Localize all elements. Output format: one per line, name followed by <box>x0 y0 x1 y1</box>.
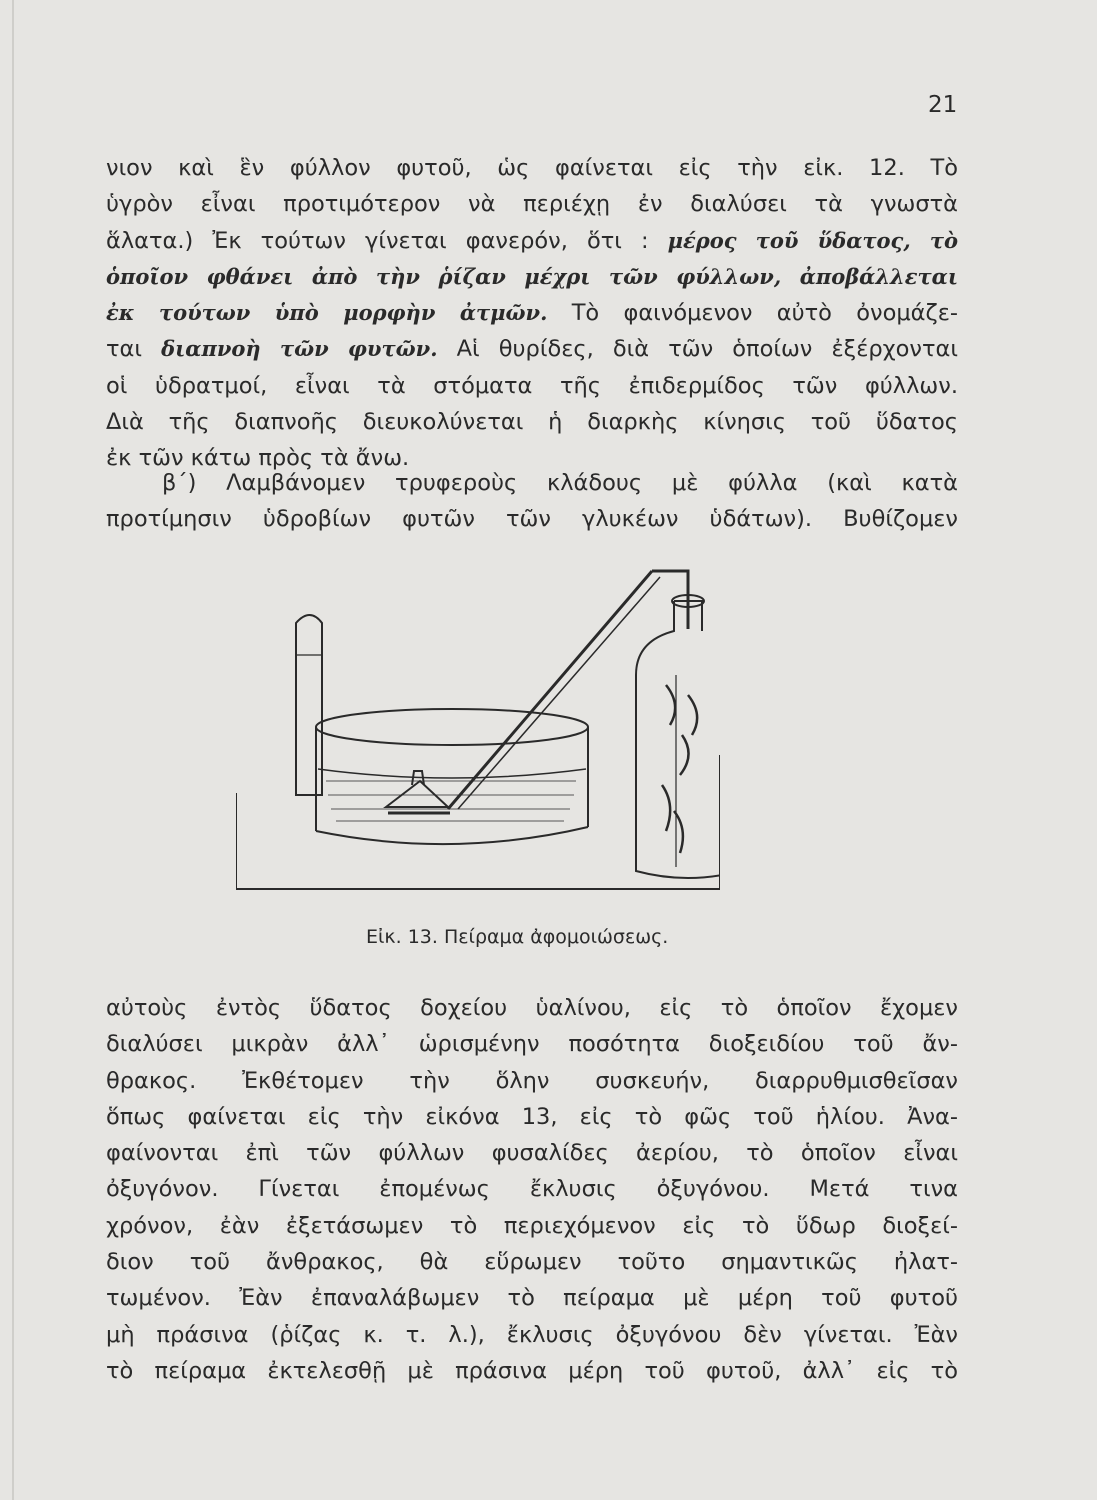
dish-rim <box>316 709 588 745</box>
delivery-tube-edge <box>458 577 660 809</box>
text-line <box>106 295 958 331</box>
emphasis-text: διαπνοὴ τῶν φυτῶν. <box>161 336 438 362</box>
text-line: ἐκ τῶν κάτω πρὸς τὰ ἄνω. <box>106 445 410 472</box>
plant-leaves <box>662 685 697 853</box>
emphasis-text: ἐκ τούτων ὑπὸ μορφὴν ἀτμῶν. <box>106 300 548 326</box>
text-line <box>106 223 958 259</box>
paragraph-3 <box>106 990 958 1389</box>
text-line: ὑγρὸν εἶναι προτιμότερον νὰ περιέχῃ ἐν διαλύσει τὰ γνωστὰ <box>106 191 958 218</box>
funnel <box>386 781 448 807</box>
text-line: θρακος. Ἐκθέτομεν τὴν ὅλην συσκευήν, διαρρυθμισθεῖσαν <box>106 1067 958 1094</box>
page-edge <box>12 0 14 1500</box>
water-surface <box>318 769 586 778</box>
text-line: τὸ πείραμα ἐκτελεσθῇ μὲ πράσινα μέρη τοῦ φυτοῦ, ἀλλ᾽ εἰς τὸ <box>106 1357 958 1384</box>
text-line <box>106 331 958 367</box>
emphasis-text: ὁποῖον φθάνει ἀπὸ τὴν ῥίζαν μέχρι τῶν φύλλων, ἀποβάλλεται <box>106 263 958 289</box>
text-line: φαίνονται ἐπὶ τῶν φύλλων φυσαλίδες ἀερίου, τὸ ὁποῖον εἶναι <box>106 1140 958 1167</box>
text-line: νιον καὶ ἓν φύλλον φυτοῦ, ὡς φαίνεται εἰς τὴν εἰκ. 12. Τὸ <box>106 155 958 181</box>
text-line: αὐτοὺς ἐντὸς ὕδατος δοχείου ὑαλίνου, εἰς τὸ ὁποῖον ἔχομεν <box>106 995 958 1021</box>
figure-caption: Εἰκ. 13. Πείραμα ἀφομοιώσεως. <box>366 926 669 948</box>
text-line: χρόνον, ἐὰν ἐξετάσωμεν τὸ περιεχόμενον εἰς τὸ ὕδωρ διοξεί- <box>106 1212 958 1239</box>
text-line: ὀξυγόνον. Γίνεται ἐπομένως ἔκλυσις ὀξυγόνου. Μετά τινα <box>106 1176 958 1203</box>
text-span: ται <box>106 336 142 363</box>
text-line: β΄) Λαμβάνομεν τρυφεροὺς κλάδους μὲ φύλλα (καὶ κατὰ <box>162 470 958 496</box>
page-number: 21 <box>928 92 958 118</box>
paragraph-2 <box>106 465 958 538</box>
text-line <box>106 259 958 295</box>
test-tube <box>296 615 322 795</box>
text-span: ἅλατα.) Ἐκ τούτων γίνεται φανερόν, ὅτι : <box>106 227 649 254</box>
text-line: προτίμησιν ὑδροβίων φυτῶν τῶν γλυκέων ὑδάτων). Βυθίζομεν <box>106 506 958 533</box>
dish-bottom <box>316 827 588 844</box>
text-line: οἱ ὑδρατμοί, εἶναι τὰ στόματα τῆς ἐπιδερμίδος τῶν φύλλων. <box>106 372 958 399</box>
text-span: Τὸ φαινόμενον αὐτὸ ὀνομάζε- <box>571 300 958 327</box>
text-line: μὴ πράσινα (ῥίζας κ. τ. λ.), ἔκλυσις ὀξυγόνου δὲν γίνεται. Ἐὰν <box>106 1321 958 1348</box>
paragraph-1 <box>106 150 958 477</box>
text-line: Διὰ τῆς διαπνοῆς διευκολύνεται ἡ διαρκὴς κίνησις τοῦ ὕδατος <box>106 409 958 436</box>
text-line: τωμένον. Ἐὰν ἐπαναλάβωμεν τὸ πείραμα μὲ μέρη τοῦ φυτοῦ <box>106 1285 958 1312</box>
text-line: διον τοῦ ἄνθρακος, θὰ εὕρωμεν τοῦτο σημαντικῶς ἠλατ- <box>106 1249 958 1276</box>
text-line: ὅπως φαίνεται εἰς τὴν εἰκόνα 13, εἰς τὸ φῶς τοῦ ἡλίου. Ἀνα- <box>106 1103 958 1130</box>
text-line: διαλύσει μικρὰν ἀλλ᾽ ὡρισμένην ποσότητα διοξειδίου τοῦ ἄν- <box>106 1031 958 1058</box>
emphasis-text: μέρος τοῦ ὕδατος, τὸ <box>667 227 958 253</box>
text-span: Αἱ θυρίδες, διὰ τῶν ὁποίων ἐξέρχονται <box>456 336 958 363</box>
water-lines <box>326 781 576 821</box>
bottle-body <box>636 601 720 878</box>
figure-13-illustration <box>236 555 720 895</box>
